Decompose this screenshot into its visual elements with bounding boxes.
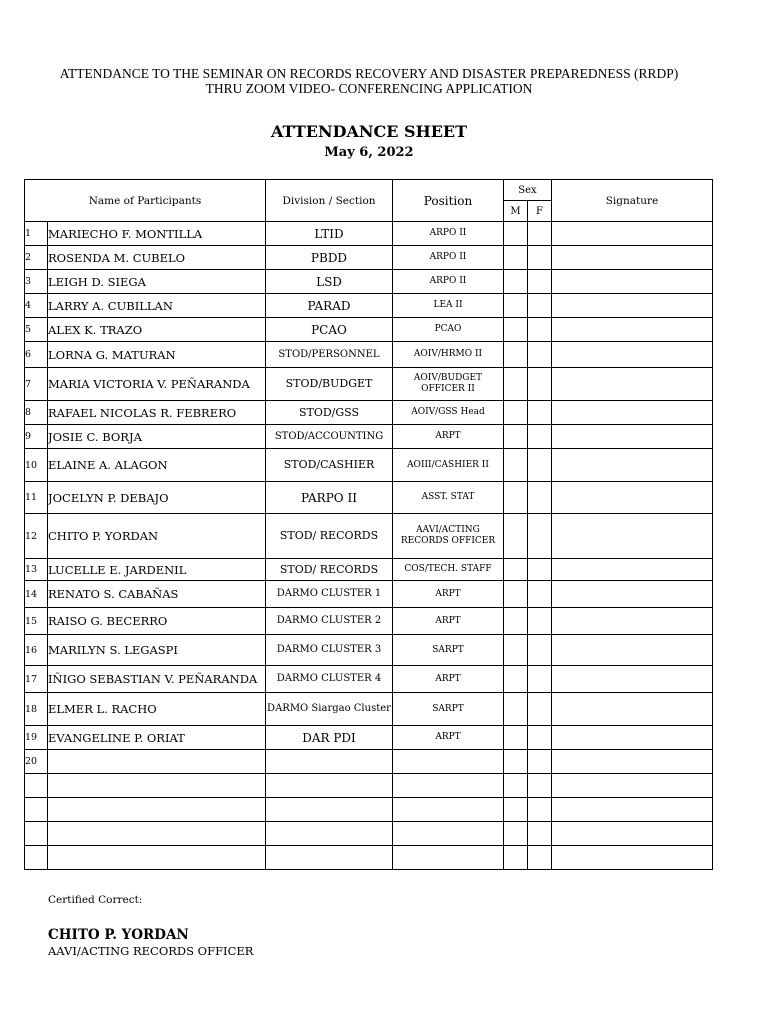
signature-cell xyxy=(552,846,713,870)
participant-name: ROSENDA M. CUBELO xyxy=(48,246,266,270)
signature-cell xyxy=(552,449,713,482)
participant-division xyxy=(266,822,393,846)
participant-position: ARPT xyxy=(393,425,504,449)
table-row xyxy=(25,581,713,608)
sex-female-cell xyxy=(528,294,552,318)
participant-division: STOD/BUDGET xyxy=(266,368,393,401)
participant-position: ARPO II xyxy=(393,222,504,246)
table-row xyxy=(25,342,713,368)
participant-name: JOSIE C. BORJA xyxy=(48,425,266,449)
sex-male-cell xyxy=(504,846,528,870)
row-number: 9 xyxy=(25,425,48,449)
participant-position: ASST. STAT xyxy=(393,482,504,514)
participant-position: AOIV/BUDGET OFFICER II xyxy=(393,368,504,401)
sex-female-cell xyxy=(528,635,552,666)
participant-position: ARPT xyxy=(393,726,504,750)
participant-position: SARPT xyxy=(393,635,504,666)
table-row xyxy=(25,635,713,666)
sex-female-cell xyxy=(528,608,552,635)
table-row xyxy=(25,559,713,581)
participant-division xyxy=(266,750,393,774)
participant-name: RAISO G. BECERRO xyxy=(48,608,266,635)
participant-division xyxy=(266,798,393,822)
column-header-division: Division / Section xyxy=(266,180,393,222)
sex-female-cell xyxy=(528,401,552,425)
participant-name: EVANGELINE P. ORIAT xyxy=(48,726,266,750)
signer-name: CHITO P. YORDAN xyxy=(48,927,189,943)
signature-cell xyxy=(552,425,713,449)
sex-male-cell xyxy=(504,425,528,449)
participant-position: ARPO II xyxy=(393,246,504,270)
row-number xyxy=(25,798,48,822)
row-number xyxy=(25,846,48,870)
signature-cell xyxy=(552,559,713,581)
participant-position xyxy=(393,846,504,870)
participant-name: LEIGH D. SIEGA xyxy=(48,270,266,294)
participant-division: PARPO II xyxy=(266,482,393,514)
participant-position: ARPT xyxy=(393,608,504,635)
signature-cell xyxy=(552,798,713,822)
participant-position: AOIII/CASHIER II xyxy=(393,449,504,482)
table-row xyxy=(25,798,713,822)
table-row xyxy=(25,726,713,750)
participant-position: LEA II xyxy=(393,294,504,318)
table-row xyxy=(25,222,713,246)
row-number: 15 xyxy=(25,608,48,635)
participant-position: PCAO xyxy=(393,318,504,342)
participant-name: LUCELLE E. JARDENIL xyxy=(48,559,266,581)
participant-position: ARPT xyxy=(393,666,504,693)
row-number: 11 xyxy=(25,482,48,514)
header-line-1: ATTENDANCE TO THE SEMINAR ON RECORDS RECOVERY AND DISASTER PREPAREDNESS (RRDP) xyxy=(59,66,679,81)
participant-name: JOCELYN P. DEBAJO xyxy=(48,482,266,514)
signature-cell xyxy=(552,774,713,798)
participant-division: STOD/ RECORDS xyxy=(266,559,393,581)
participant-division: DARMO CLUSTER 1 xyxy=(266,581,393,608)
row-number: 10 xyxy=(25,449,48,482)
signature-cell xyxy=(552,222,713,246)
signature-cell xyxy=(552,666,713,693)
row-number: 13 xyxy=(25,559,48,581)
signature-cell xyxy=(552,581,713,608)
column-header-position: Position xyxy=(393,180,504,222)
participant-division: PCAO xyxy=(266,318,393,342)
participant-name: IÑIGO SEBASTIAN V. PEÑARANDA xyxy=(48,666,266,693)
sex-female-cell xyxy=(528,449,552,482)
table-row xyxy=(25,368,713,401)
participant-name xyxy=(48,774,266,798)
participant-name xyxy=(48,846,266,870)
sex-female-cell xyxy=(528,559,552,581)
sex-female-cell xyxy=(528,750,552,774)
participant-division xyxy=(266,774,393,798)
signature-cell xyxy=(552,726,713,750)
sex-female-cell xyxy=(528,846,552,870)
header-line-2: THRU ZOOM VIDEO- CONFERENCING APPLICATION xyxy=(205,81,533,96)
table-row xyxy=(25,774,713,798)
table-row xyxy=(25,846,713,870)
table-row xyxy=(25,666,713,693)
column-header-signature: Signature xyxy=(552,180,713,222)
participant-name: LARRY A. CUBILLAN xyxy=(48,294,266,318)
sex-male-cell xyxy=(504,798,528,822)
sex-male-cell xyxy=(504,342,528,368)
sex-male-cell xyxy=(504,559,528,581)
row-number: 1 xyxy=(25,222,48,246)
row-number: 14 xyxy=(25,581,48,608)
sex-female-cell xyxy=(528,482,552,514)
sex-female-cell xyxy=(528,342,552,368)
sex-male-cell xyxy=(504,693,528,726)
sex-female-cell xyxy=(528,425,552,449)
participant-name: ALEX K. TRAZO xyxy=(48,318,266,342)
column-header-name: Name of Participants xyxy=(25,180,266,222)
signature-cell xyxy=(552,514,713,559)
row-number: 20 xyxy=(25,750,48,774)
table-row xyxy=(25,693,713,726)
row-number: 18 xyxy=(25,693,48,726)
participant-name: ELAINE A. ALAGON xyxy=(48,449,266,482)
sex-male-cell xyxy=(504,449,528,482)
table-row xyxy=(25,246,713,270)
participant-division: PBDD xyxy=(266,246,393,270)
participant-name xyxy=(48,798,266,822)
signature-cell xyxy=(552,368,713,401)
sex-female-cell xyxy=(528,693,552,726)
column-header-sex: Sex xyxy=(504,180,552,201)
sex-male-cell xyxy=(504,822,528,846)
participant-division: STOD/PERSONNEL xyxy=(266,342,393,368)
participant-name xyxy=(48,822,266,846)
row-number: 3 xyxy=(25,270,48,294)
sex-male-cell xyxy=(504,482,528,514)
certified-correct-label: Certified Correct: xyxy=(48,894,143,906)
table-row xyxy=(25,294,713,318)
signature-cell xyxy=(552,294,713,318)
participant-name: MARILYN S. LEGASPI xyxy=(48,635,266,666)
table-row xyxy=(25,425,713,449)
signature-cell xyxy=(552,401,713,425)
participant-position: AOIV/GSS Head xyxy=(393,401,504,425)
sex-male-cell xyxy=(504,246,528,270)
sex-female-cell xyxy=(528,666,552,693)
sex-female-cell xyxy=(528,798,552,822)
participant-division: STOD/CASHIER xyxy=(266,449,393,482)
participant-position xyxy=(393,822,504,846)
sex-female-cell xyxy=(528,514,552,559)
participant-name: ELMER L. RACHO xyxy=(48,693,266,726)
table-row xyxy=(25,514,713,559)
row-number: 19 xyxy=(25,726,48,750)
table-row xyxy=(25,270,713,294)
sex-male-cell xyxy=(504,270,528,294)
participant-position: ARPT xyxy=(393,581,504,608)
sex-female-cell xyxy=(528,822,552,846)
sex-male-cell xyxy=(504,750,528,774)
sex-female-cell xyxy=(528,246,552,270)
document-date: May 6, 2022 xyxy=(324,145,414,160)
sex-female-cell xyxy=(528,726,552,750)
sex-female-cell xyxy=(528,581,552,608)
participant-name: CHITO P. YORDAN xyxy=(48,514,266,559)
sex-male-cell xyxy=(504,294,528,318)
sex-male-cell xyxy=(504,318,528,342)
signature-cell xyxy=(552,318,713,342)
participant-division: STOD/ RECORDS xyxy=(266,514,393,559)
row-number: 2 xyxy=(25,246,48,270)
row-number xyxy=(25,822,48,846)
table-row xyxy=(25,401,713,425)
participant-position: SARPT xyxy=(393,693,504,726)
signature-cell xyxy=(552,822,713,846)
participant-division: STOD/GSS xyxy=(266,401,393,425)
participant-name: RENATO S. CABAÑAS xyxy=(48,581,266,608)
row-number: 6 xyxy=(25,342,48,368)
participant-division: DARMO CLUSTER 4 xyxy=(266,666,393,693)
participant-division: LTID xyxy=(266,222,393,246)
participant-position xyxy=(393,774,504,798)
participant-division: DARMO CLUSTER 3 xyxy=(266,635,393,666)
participant-division: PARAD xyxy=(266,294,393,318)
sex-female-cell xyxy=(528,318,552,342)
signature-cell xyxy=(552,482,713,514)
signature-cell xyxy=(552,608,713,635)
signature-cell xyxy=(552,693,713,726)
document-header xyxy=(0,66,738,96)
signature-cell xyxy=(552,342,713,368)
row-number: 4 xyxy=(25,294,48,318)
page-title: ATTENDANCE SHEET xyxy=(271,122,467,141)
row-number: 17 xyxy=(25,666,48,693)
table-row xyxy=(25,449,713,482)
row-number: 12 xyxy=(25,514,48,559)
participant-position: ARPO II xyxy=(393,270,504,294)
table-row xyxy=(25,318,713,342)
sex-male-cell xyxy=(504,608,528,635)
signature-cell xyxy=(552,270,713,294)
signature-cell xyxy=(552,750,713,774)
participant-position: AOIV/HRMO II xyxy=(393,342,504,368)
row-number: 8 xyxy=(25,401,48,425)
signature-cell xyxy=(552,246,713,270)
participant-name: MARIECHO F. MONTILLA xyxy=(48,222,266,246)
participant-position: AAVI/ACTING RECORDS OFFICER xyxy=(393,514,504,559)
row-number xyxy=(25,774,48,798)
row-number: 7 xyxy=(25,368,48,401)
sex-male-cell xyxy=(504,666,528,693)
attendance-table xyxy=(24,179,713,870)
table-row xyxy=(25,822,713,846)
sex-male-cell xyxy=(504,774,528,798)
sex-male-cell xyxy=(504,401,528,425)
participant-position xyxy=(393,750,504,774)
sex-male-cell xyxy=(504,368,528,401)
sex-male-cell xyxy=(504,635,528,666)
sex-female-cell xyxy=(528,222,552,246)
column-header-female: F xyxy=(528,201,552,222)
sex-male-cell xyxy=(504,726,528,750)
participant-division: DARMO Siargao Cluster xyxy=(266,693,393,726)
table-row xyxy=(25,750,713,774)
sex-male-cell xyxy=(504,514,528,559)
participant-name: MARIA VICTORIA V. PEÑARANDA xyxy=(48,368,266,401)
sex-male-cell xyxy=(504,581,528,608)
participant-position: COS/TECH. STAFF xyxy=(393,559,504,581)
column-header-male: M xyxy=(504,201,528,222)
participant-name xyxy=(48,750,266,774)
participant-division: DAR PDI xyxy=(266,726,393,750)
sex-male-cell xyxy=(504,222,528,246)
signer-position: AAVI/ACTING RECORDS OFFICER xyxy=(48,944,254,958)
participant-division: DARMO CLUSTER 2 xyxy=(266,608,393,635)
participant-name: LORNA G. MATURAN xyxy=(48,342,266,368)
table-row xyxy=(25,482,713,514)
participant-division: LSD xyxy=(266,270,393,294)
sex-female-cell xyxy=(528,774,552,798)
participant-position xyxy=(393,798,504,822)
participant-division xyxy=(266,846,393,870)
sex-female-cell xyxy=(528,368,552,401)
participant-name: RAFAEL NICOLAS R. FEBRERO xyxy=(48,401,266,425)
row-number: 5 xyxy=(25,318,48,342)
row-number: 16 xyxy=(25,635,48,666)
sex-female-cell xyxy=(528,270,552,294)
signature-cell xyxy=(552,635,713,666)
table-row xyxy=(25,608,713,635)
participant-division: STOD/ACCOUNTING xyxy=(266,425,393,449)
